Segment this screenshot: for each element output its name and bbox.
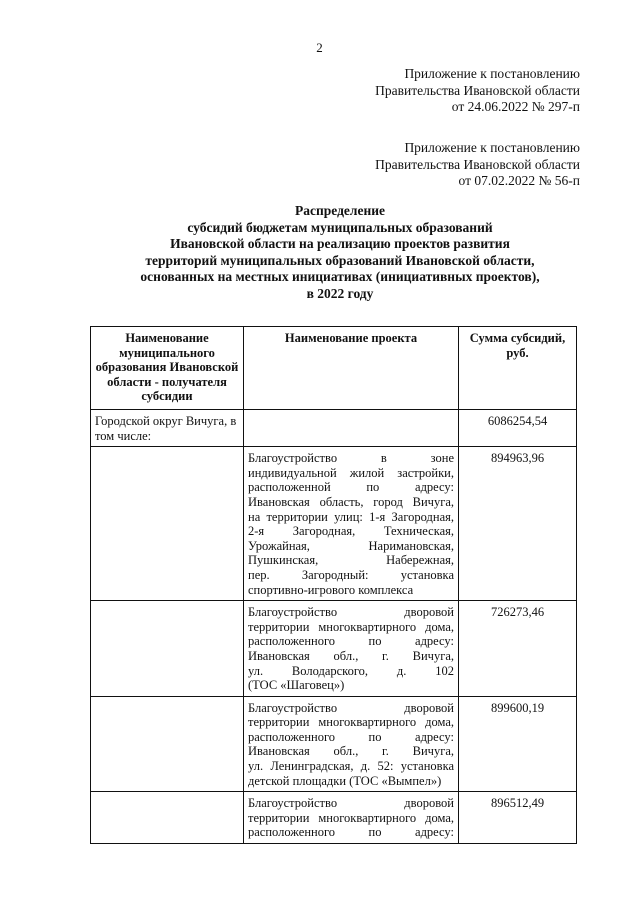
title-line: территорий муниципальных образований Ивановской области,: [145, 252, 535, 268]
project-line: расположенного по адресу:: [248, 729, 454, 744]
amount-cell: 899600,19: [459, 696, 577, 792]
project-line: Благоустройство дворовой: [248, 796, 454, 811]
project-line: детской площадки (ТОС «Вымпел»): [248, 773, 442, 788]
appendix-line: от 07.02.2022 № 56-п: [458, 173, 580, 188]
table-row: [91, 601, 577, 697]
amount-cell: 896512,49: [459, 792, 577, 844]
page-number: 2: [316, 40, 323, 55]
subsidy-table: [90, 326, 577, 844]
project-line: территории многоквартирного дома,: [248, 810, 454, 825]
project-name: [244, 447, 459, 601]
amount-cell: 6086254,54: [459, 410, 577, 447]
table-body: [91, 410, 577, 844]
column-header-municipality: Наименование муниципального образования Ивановской области - получателя субсидии: [91, 327, 244, 410]
municipality-name-empty: [91, 792, 244, 844]
appendix-line: Правительства Ивановской области: [375, 82, 580, 98]
project-line: (ТОС «Шаговец»): [248, 678, 345, 693]
project-name: [244, 792, 459, 844]
title-line: в 2022 году: [306, 285, 374, 301]
project-line: Благоустройство в зоне: [248, 451, 454, 466]
column-header-project: Наименование проекта: [244, 327, 459, 410]
amount-cell: 894963,96: [459, 447, 577, 601]
project-line: Благоустройство дворовой: [248, 700, 454, 715]
project-line: на территории улиц: 1-я Загородная,: [248, 509, 454, 524]
project-line: ул. Ленинградская, д. 52: установка: [248, 759, 454, 774]
project-line: расположенной по адресу:: [248, 480, 454, 495]
document-title: [90, 203, 590, 302]
title-line: Распределение: [294, 203, 386, 218]
project-line: 2-я Загородная, Техническая,: [248, 524, 454, 539]
title-line: Ивановской области на реализацию проектов развития: [170, 236, 510, 251]
table-row-group-total: [91, 410, 577, 447]
project-line: Пушкинская, Набережная,: [248, 553, 454, 568]
column-header-amount: Сумма субсидий, руб.: [459, 327, 577, 410]
municipality-name-empty: [91, 447, 244, 601]
table-row: [91, 792, 577, 844]
appendix-note-original: [375, 140, 580, 190]
project-line: Урожайная, Наримановская,: [248, 538, 454, 553]
project-line: Ивановская обл., г. Вичуга,: [248, 648, 454, 663]
table-header-row: [91, 327, 577, 410]
title-line: основанных на местных инициативах (инициативных проектов),: [140, 269, 540, 284]
project-line: территории многоквартирного дома,: [248, 619, 454, 634]
appendix-note-current: [375, 66, 580, 116]
project-line: индивидуальной жилой застройки,: [248, 465, 454, 480]
project-line: спортивно-игрового комплекса: [248, 582, 414, 597]
project-line: Ивановская обл., г. Вичуга,: [248, 744, 454, 759]
appendix-line: Приложение к постановлению: [404, 66, 580, 81]
project-name: [244, 601, 459, 697]
municipality-name-empty: [91, 696, 244, 792]
municipality-name-empty: [91, 601, 244, 697]
project-name-empty: [244, 410, 459, 447]
page-bottom-margin: [0, 874, 639, 904]
project-name: [244, 696, 459, 792]
table-row: [91, 447, 577, 601]
project-line: ул. Володарского, д. 102: [248, 663, 454, 678]
appendix-line: Правительства Ивановской области: [375, 156, 580, 172]
table-row: [91, 696, 577, 792]
title-line: субсидий бюджетам муниципальных образований: [187, 219, 493, 235]
appendix-line: от 24.06.2022 № 297-п: [451, 99, 580, 114]
amount-cell: 726273,46: [459, 601, 577, 697]
project-line: Благоустройство дворовой: [248, 605, 454, 620]
project-line: территории многоквартирного дома,: [248, 715, 454, 730]
project-line: Ивановская область, город Вичуга,: [248, 494, 454, 509]
project-line: расположенного по адресу:: [248, 634, 454, 649]
appendix-line: Приложение к постановлению: [404, 140, 580, 155]
municipality-name: Городской округ Вичуга, в том числе:: [91, 410, 244, 447]
project-line: пер. Загородный: установка: [248, 567, 454, 582]
project-line: расположенного по адресу:: [248, 825, 454, 840]
